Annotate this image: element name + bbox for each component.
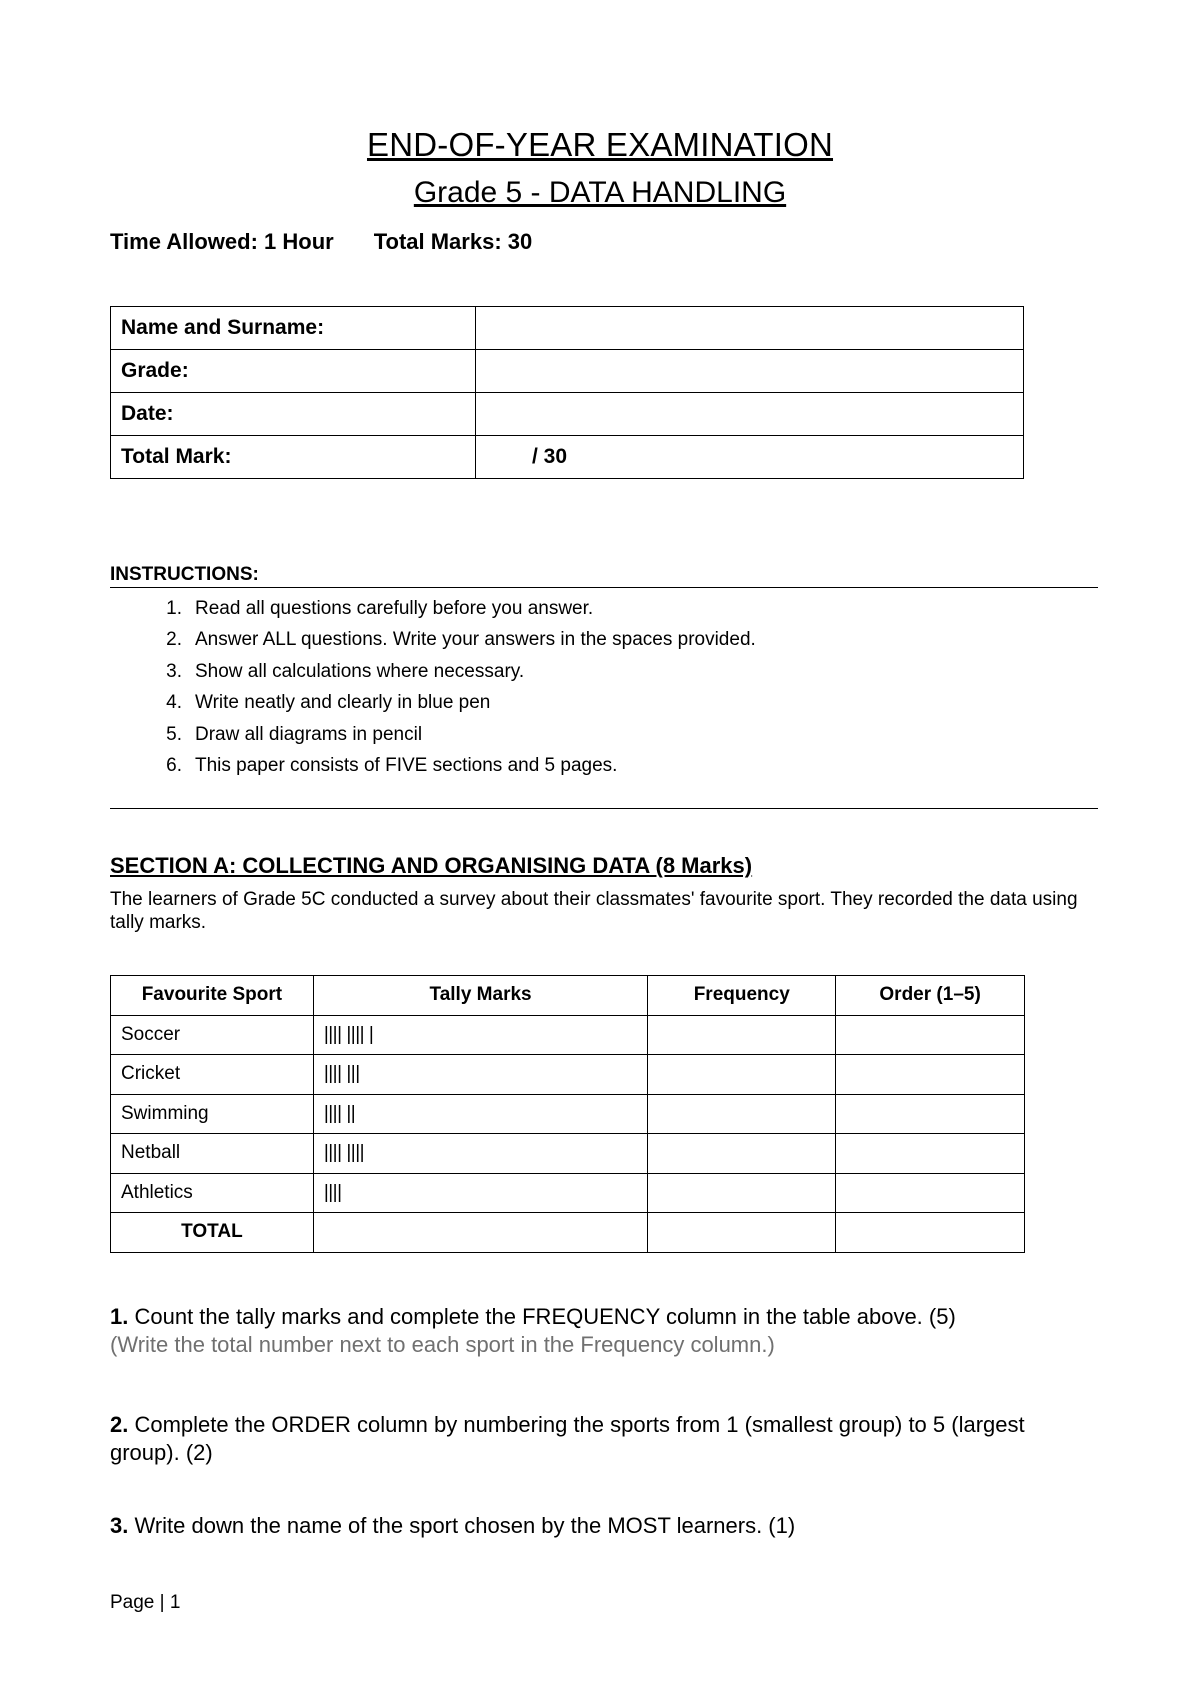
item-text: Answer ALL questions. Write your answers in the spaces provided.	[195, 629, 756, 651]
tally-cell: |||| |||	[313, 1055, 648, 1095]
order-input[interactable]	[836, 1094, 1025, 1134]
info-label: Name and Surname:	[111, 307, 476, 350]
order-input[interactable]	[836, 1015, 1025, 1055]
tally-cell: ||||	[313, 1173, 648, 1213]
order-input[interactable]	[836, 1134, 1025, 1174]
instructions-heading: INSTRUCTIONS:	[110, 564, 1098, 588]
list-item	[110, 656, 756, 687]
question-text: Complete the ORDER column by numbering the sports from 1 (smallest group) to 5 (largest group). (2)	[110, 1412, 1025, 1465]
question-number: 1.	[110, 1304, 129, 1329]
question-3	[110, 1512, 1100, 1540]
order-input[interactable]	[836, 1055, 1025, 1095]
section-a-intro: The learners of Grade 5C conducted a survey about their classmates' favourite sport. They recorded the data using tally marks.	[110, 889, 1078, 933]
order-input[interactable]	[836, 1173, 1025, 1213]
col-header-sport: Favourite Sport	[111, 976, 314, 1016]
instructions-list	[110, 593, 756, 781]
col-header-tally: Tally Marks	[313, 976, 648, 1016]
total-marks: Total Marks: 30	[373, 229, 533, 254]
sport-cell: Swimming	[111, 1094, 314, 1134]
table-row	[111, 1055, 1025, 1095]
total-order-cell[interactable]	[836, 1213, 1025, 1253]
info-row	[111, 436, 1024, 479]
item-number: 2.	[166, 629, 182, 651]
item-text: Write neatly and clearly in blue pen	[195, 692, 491, 714]
frequency-input[interactable]	[648, 1055, 836, 1095]
item-number: 1.	[166, 598, 182, 619]
frequency-input[interactable]	[648, 1173, 836, 1213]
divider	[110, 808, 1098, 809]
total-mark-field[interactable]: / 30	[476, 436, 1024, 479]
question-number: 2.	[110, 1412, 129, 1437]
list-item	[110, 750, 756, 781]
question-1	[110, 1303, 1100, 1359]
total-tally-cell[interactable]	[313, 1213, 648, 1253]
sport-cell: Soccer	[111, 1015, 314, 1055]
question-number: 3.	[110, 1513, 129, 1538]
sport-cell: Cricket	[111, 1055, 314, 1095]
item-number: 6.	[166, 754, 182, 776]
info-row	[111, 307, 1024, 350]
list-item	[110, 593, 756, 624]
list-item	[110, 624, 756, 655]
exam-title: END-OF-YEAR EXAMINATION	[366, 126, 834, 163]
total-label: TOTAL	[111, 1213, 314, 1253]
question-hint: (Write the total number next to each sport in the Frequency column.)	[110, 1332, 775, 1357]
table-row	[111, 1173, 1025, 1213]
info-row	[111, 350, 1024, 393]
total-row	[111, 1213, 1025, 1253]
sport-cell: Athletics	[111, 1173, 314, 1213]
col-header-frequency: Frequency	[648, 976, 836, 1016]
tally-cell: |||| ||	[313, 1094, 648, 1134]
list-item	[110, 719, 756, 750]
info-label: Grade:	[111, 350, 476, 393]
exam-meta	[110, 229, 532, 255]
table-row	[111, 1015, 1025, 1055]
tally-table	[110, 975, 1025, 1253]
item-number: 3.	[166, 660, 182, 682]
date-field[interactable]	[476, 393, 1024, 436]
question-text: Count the tally marks and complete the FREQUENCY column in the table above. (5)	[128, 1304, 956, 1329]
total-frequency-input[interactable]	[648, 1213, 836, 1253]
question-text: Write down the name of the sport chosen by the MOST learners. (1)	[128, 1513, 796, 1538]
learner-info-table	[110, 306, 1024, 479]
item-text: Show all calculations where necessary.	[195, 660, 525, 682]
frequency-input[interactable]	[648, 1015, 836, 1055]
list-item	[110, 687, 756, 718]
item-number: 5.	[166, 723, 182, 745]
frequency-input[interactable]	[648, 1134, 836, 1174]
tally-cell: |||| ||||	[313, 1134, 648, 1174]
section-a-heading: SECTION A: COLLECTING AND ORGANISING DATA (8 Marks)	[110, 853, 753, 878]
info-row	[111, 393, 1024, 436]
exam-subtitle: Grade 5 - DATA HANDLING	[413, 176, 787, 209]
frequency-input[interactable]	[648, 1094, 836, 1134]
col-header-order: Order (1–5)	[836, 976, 1025, 1016]
grade-field[interactable]	[476, 350, 1024, 393]
table-row	[111, 1094, 1025, 1134]
question-2	[110, 1411, 1100, 1467]
info-label: Date:	[111, 393, 476, 436]
tally-cell: |||| |||| |	[313, 1015, 648, 1055]
sport-cell: Netball	[111, 1134, 314, 1174]
item-text: Read all questions carefully before you answer.	[195, 598, 594, 619]
item-text: This paper consists of FIVE sections and 5 pages.	[195, 754, 618, 776]
name-surname-field[interactable]	[476, 307, 1024, 350]
item-text: Draw all diagrams in pencil	[195, 723, 423, 745]
page-number: Page | 1	[110, 1592, 181, 1613]
info-label: Total Mark:	[111, 436, 476, 479]
item-number: 4.	[166, 692, 182, 714]
table-row	[111, 1134, 1025, 1174]
table-header-row	[111, 976, 1025, 1016]
time-allowed: Time Allowed: 1 Hour	[110, 229, 334, 254]
